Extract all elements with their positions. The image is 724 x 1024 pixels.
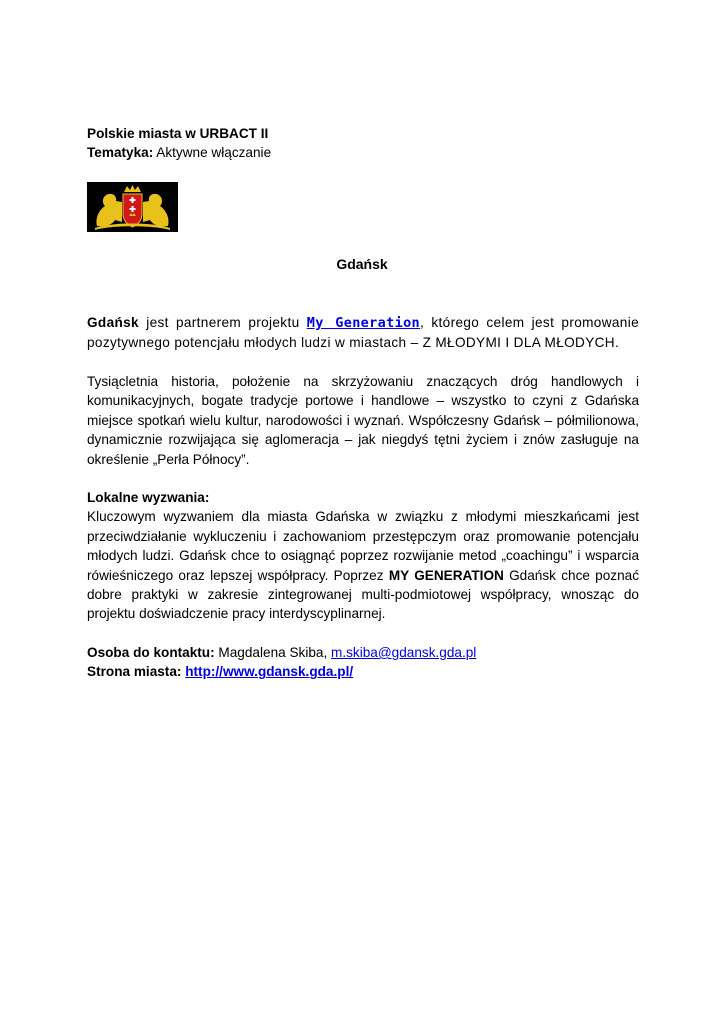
document-body [87,124,639,163]
history-paragraph: Tysiącletnia historia, położenie na skrzyżowaniu znaczących dróg handlowych i komunikacyjnych, bogate tradycje portowe i handlowe – wszystko to czyni z Gdańska miejsce spotkań wielu kultur, narodowości i wyznań. Współczesny Gdańsk – półmilionowa, dynamicznie rozwijająca się aglomeracja – jak niegdyś tętni życiem i znów zasługuje na określenie „Perła Północy”. [87,374,639,467]
contact-section [87,643,639,682]
challenges-text1: Kluczowym wyzwaniem dla miasta Gdańska w związku z młodymi mieszkańcami jest przeciwdziałanie wykluczeniu i zachowaniom przestępczym oraz promowanie potencjału młodych ludzi. Gdańsk chce to osiągnąć poprzez rozwijanie metod „coachingu” i wsparcia rówieśniczego oraz lepszej współpracy. Poprzez [87,509,639,583]
page-title: Gdańsk [336,256,388,272]
contact-name: Magdalena Skiba, [218,645,328,660]
intro-line1 [87,313,639,333]
history-section [87,372,639,469]
intro-text2: , którego celem jest promowanie [420,315,639,330]
intro-section [87,313,639,353]
site-label: Strona miasta: [87,664,182,680]
topic-value: Aktywne włączanie [156,145,272,161]
intro-city: Gdańsk [87,315,139,330]
contact-label: Osoba do kontaktu: [87,645,215,660]
intro-text1: jest partnerem projektu [146,315,300,330]
my-generation-strong: MY GENERATION [388,567,504,583]
challenges-paragraph [87,507,639,623]
city-website-link[interactable]: http://www.gdansk.gda.pl/ [185,664,354,680]
site-line [87,662,639,681]
challenges-heading: Lokalne wyzwania: [87,490,210,505]
contact-line [87,643,639,662]
gdansk-coat-of-arms [87,182,178,232]
topic-label: Tematyka: [87,145,154,161]
challenges-text2: Gdańsk chce poznać dobre praktyki w zakresie zintegrowanej multi-podmiotowej współpracy, wnosząc do projektu doświadczenie pracy interdyscyplinarnej. [87,567,640,622]
contact-email-link[interactable]: m.skiba@gdansk.gda.pl [331,645,477,660]
doc-header-line: Polskie miasta w URBACT II [87,126,269,141]
intro-line2: pozytywnego potencjału młodych ludzi w miastach – Z MŁODYMI I DLA MŁODYCH. [87,335,620,351]
topic-line [87,143,639,162]
my-generation-link[interactable]: My Generation [306,315,421,331]
challenges-section [87,488,639,624]
